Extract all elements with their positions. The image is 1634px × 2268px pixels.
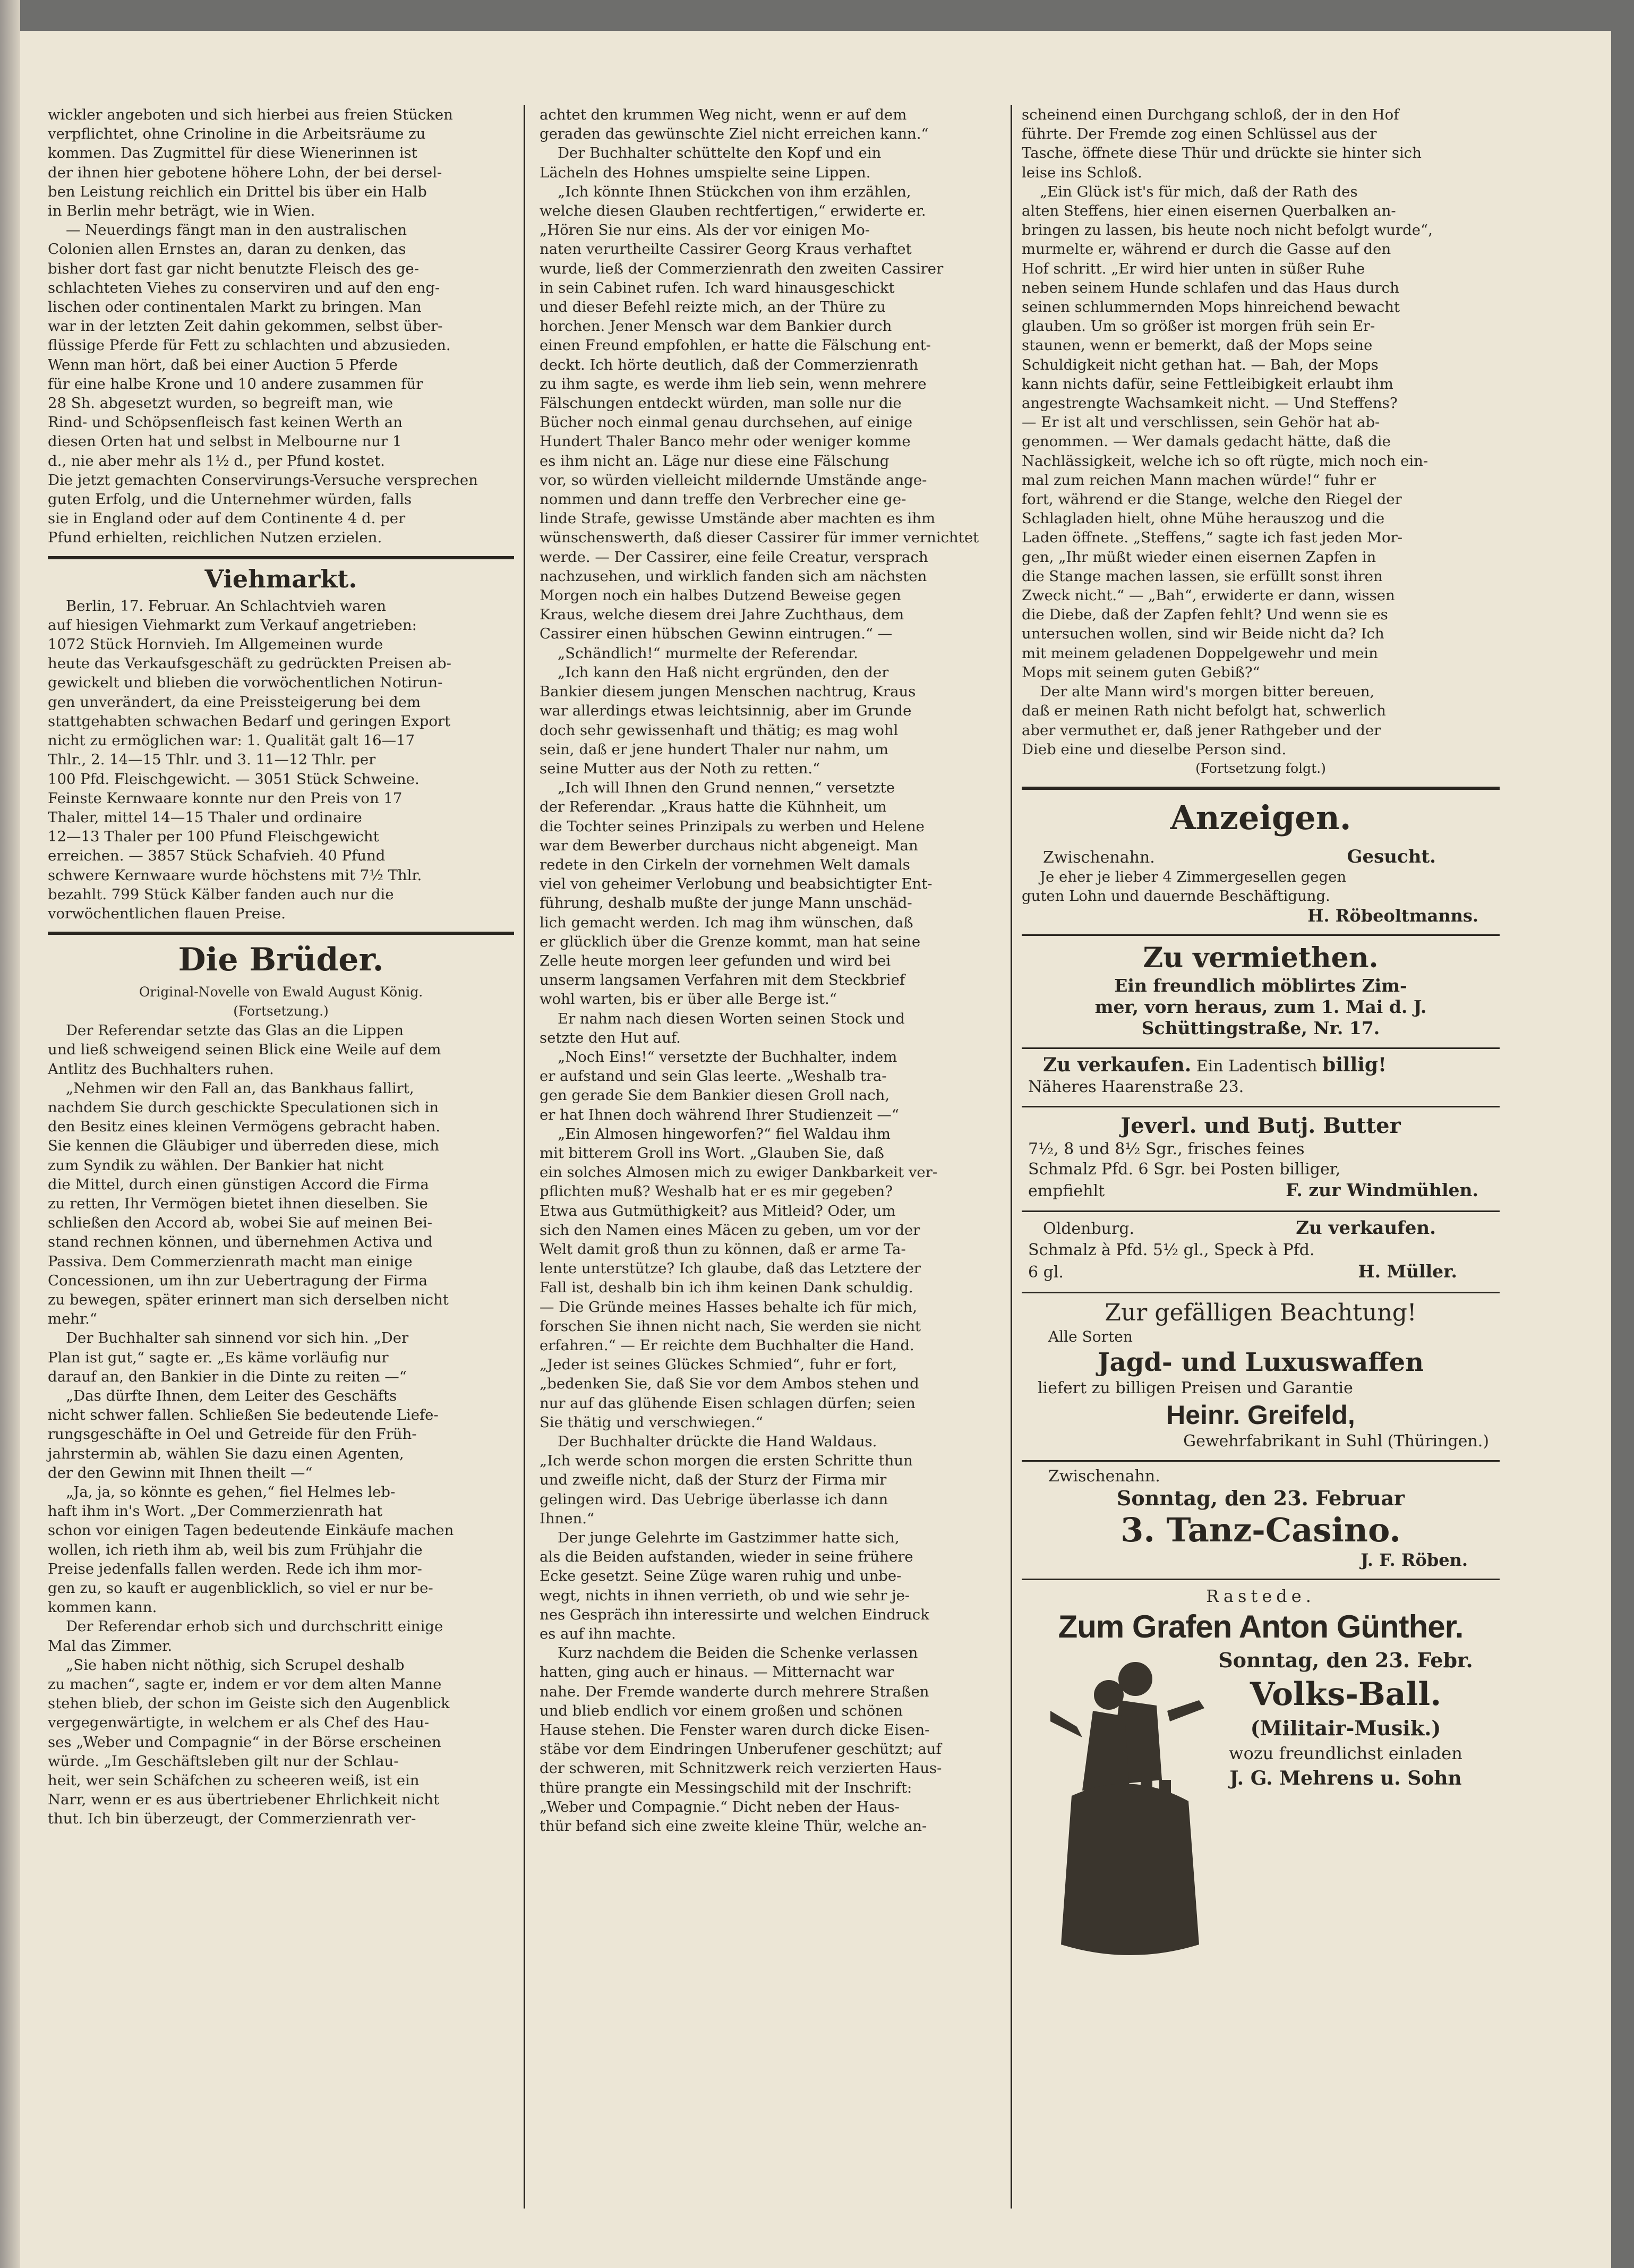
column-left bbox=[48, 105, 514, 1829]
ad-company-name: Heinr. Greifeld, bbox=[1166, 1400, 1355, 1430]
novel-paragraph: Der Buchhalter drückte die Hand Waldaus. „Ich werde schon morgen die ersten Schritte thun und zweifle nicht, daß der Sturz der Firma mir gelingen wird. Das Uebrige überlasse ich dann Ihnen.“ bbox=[540, 1433, 913, 1527]
novel-paragraph: „Das dürfte Ihnen, dem Leiter des Geschäfts nicht schwer fallen. Schließen Sie bedeutende Liefe- rungsgeschäfte in Oel und Getreide für den Früh- jahrstermin ab, wählen Sie dazu einen Agenten, der den Gewinn mit Ihnen theilt —“ bbox=[48, 1387, 439, 1481]
novel-paragraph: „Ein Almosen hingeworfen?“ fiel Waldau ihm mit bitterem Groll ins Wort. „Glauben Sie, daß ein solches Almosen mich zu ewiger Dankbarkeit ver- pflichten muß? Weshalb hat er es mir gegeben? Etwa aus Gutmüthigkeit? aus Mitleid? Oder, um sich den Namen eines Mäcen zu geben, um vor der Welt damit groß thun zu können, daß er arme Ta- lente unterstütze? Ich glaube, daß das Letztere der Fall ist, deshalb bin ich ihm keinen Dank schuldig. — Die Gründe meines Hasses behalte ich für mich, forschen Sie ihnen nicht nach, Sie werden sie nicht erfahren.“ — Er reichte dem Buchhalter die Hand. „Jeder ist seines Glückes Schmied“, fuhr er fort, „bedenken Sie, daß Sie vor dem Ambos stehen und nur auf das glühende Eisen schlagen dürfen; seien Sie thätig und verschwiegen.“ bbox=[540, 1125, 938, 1431]
ad-sale-header bbox=[1022, 1217, 1500, 1240]
ad-signature: J. G. Mehrens u. Sohn bbox=[1229, 1767, 1462, 1790]
ad-text: Alle Sorten bbox=[1048, 1328, 1133, 1346]
ad-headline: Jeverl. und Butj. Butter bbox=[1120, 1113, 1401, 1139]
ad-emphasis: billig! bbox=[1322, 1054, 1387, 1077]
column-right bbox=[1022, 105, 1500, 1945]
ad-date: Sonntag, den 23. Febr. bbox=[1218, 1648, 1473, 1673]
column-middle bbox=[540, 105, 1002, 1836]
ad-text: Je eher je lieber 4 Zimmergesellen gegen guten Lohn und dauernde Beschäftigung. bbox=[1022, 868, 1347, 905]
ad-text: empfiehlt bbox=[1028, 1182, 1105, 1201]
novel-paragraph: Er nahm nach diesen Worten seinen Stock und setzte den Hut auf. bbox=[540, 1010, 905, 1046]
novel-paragraph: „Ich könnte Ihnen Stückchen von ihm erzählen, welche diesen Glauben rechtfertigen,“ erwiderte er. „Hören Sie nur eins. Als der vor einigen Mo- naten verurtheilte Cassirer Georg Kraus verhaftet wurde, ließ der Commerzienrath den zweiten Cassirer in sein Cabinet rufen. Ich ward hinausgeschickt und dieser Befehl reizte mich, an der Thüre zu horchen. Jener Mensch war dem Bankier durch einen Freund empfohlen, er hatte die Fälschung ent- deckt. Ich hörte deutlich, daß der Commerzienrath zu ihm sagte, es werde ihm lieb sein, wenn mehrere Fälschungen entdeckt würden, man solle nur die Bücher noch einmal genau durchsehen, auf einige Hundert Thaler Banco mehr oder weniger komme es ihm nicht an. Läge nur diese eine Fälschung vor, so würden vielleicht mildernde Umstände ange- nommen und dann treffe den Verbrecher eine ge- linde Strafe, gewisse Umstände aber machten es ihm wünschenswerth, daß dieser Cassirer für immer vernichtet werde. — Der Cassirer, eine feile Creatur, versprach nachzusehen, und wirklich fanden sich am nächsten Morgen noch ein halbes Dutzend Beweise gegen Kraus, welche diesem drei Jahre Zuchthaus, dem Cassirer einen hübschen Gewinn eintrugen.“ — bbox=[540, 183, 979, 643]
novel-paragraph: Der alte Mann wird's morgen bitter bereuen, daß er meinen Rath nicht befolgt hat, schwerlich aber vermuthet er, daß jener Rathgeber und der Dieb eine und dieselbe Person sind. bbox=[1022, 683, 1386, 758]
ad-headline: Gesucht. bbox=[1347, 846, 1436, 867]
ad-text: Näheres Haarenstraße 23. bbox=[1028, 1078, 1244, 1097]
ad-divider bbox=[1022, 934, 1500, 936]
ad-place: Oldenburg. bbox=[1043, 1220, 1135, 1239]
ad-text: Gewehrfabrikant in Suhl (Thüringen.) bbox=[1183, 1432, 1489, 1451]
ad-rental-text: Ein freundlich möblirtes Zim- mer, vorn heraus, zum 1. Mai d. J. Schüttingstraße, Nr. 17. bbox=[1094, 975, 1427, 1039]
ad-divider bbox=[1022, 1292, 1500, 1293]
ad-signature: J. F. Röben. bbox=[1361, 1550, 1468, 1571]
column-divider bbox=[524, 105, 525, 2209]
ad-text: liefert zu billigen Preisen und Garantie bbox=[1038, 1379, 1353, 1398]
ad-signature: H. Müller. bbox=[1358, 1261, 1457, 1282]
ad-text: 7½, 8 und 8½ Sgr., frisches feines Schmalz Pfd. 6 Sgr. bei Posten billiger, bbox=[1028, 1140, 1341, 1179]
to-be-continued-note: (Fortsetzung folgt.) bbox=[1195, 760, 1326, 776]
ad-date: Sonntag, den 23. Februar bbox=[1116, 1486, 1405, 1511]
ad-text: 6 gl. bbox=[1028, 1263, 1064, 1282]
book-binding-edge bbox=[0, 0, 20, 2268]
ad-text: Ein Ladentisch bbox=[1196, 1057, 1318, 1076]
ad-sign-row bbox=[1022, 1261, 1500, 1283]
section-divider bbox=[1022, 787, 1500, 790]
novel-paragraph: „Nehmen wir den Fall an, das Bankhaus fallirt, nachdem Sie durch geschickte Speculationen sich in den Besitz eines kleinen Vermögens gebracht haben. Sie kennen die Gläubiger und überreden diese, mich zum Syndik zu wählen. Der Bankier hat nicht die Mittel, durch einen günstigen Accord die Firma zu retten, Ihr Vermögen bietet ihnen dieselben. Sie schließen den Accord ab, wobei Sie auf meinen Bei- stand rechnen können, und übernehmen Activa und Passiva. Dem Commerzienrath macht man einige Concessionen, um ihn zur Uebertragung der Firma zu bewegen, später erinnert man sich derselben nicht mehr.“ bbox=[48, 1079, 449, 1328]
ad-text: wozu freundlichst einladen bbox=[1229, 1743, 1462, 1764]
ad-divider bbox=[1022, 1047, 1500, 1049]
ad-employment bbox=[1022, 846, 1500, 867]
novel-paragraph: Kurz nachdem die Beiden die Schenke verlassen hatten, ging auch er hinaus. — Mitternacht war nahe. Der Fremde wanderte durch mehrere Straßen und blieb endlich vor einem großen und schönen Hause stehen. Die Fenster waren durch dicke Eisen- stäbe vor dem Eindringen Unberufener geschützt; auf der schweren, mit Schnitzwerk reich verzierten Haus- thüre prangte ein Messingschild mit der Inschrift: „Weber und Compagnie.“ Dicht neben der Haus- thür befand sich eine zweite kleine Thür, welche an- bbox=[540, 1644, 942, 1835]
viehmarkt-heading: Viehmarkt. bbox=[204, 564, 357, 593]
newspaper-page bbox=[20, 31, 1611, 2268]
section-divider bbox=[48, 556, 514, 559]
novel-paragraph: „Ich will Ihnen den Grund nennen,“ versetzte der Referendar. „Kraus hatte die Kühnheit, um die Tochter seines Prinzipals zu werben und Helene war dem Bewerber durchaus nicht abgeneigt. Man redete in den Cirkeln der vornehmen Welt damals viel von geheimer Verlobung und beabsichtigter Ent- führung, deshalb mußte der junge Mann unschäd- lich gemacht werden. Ich mag ihm wünschen, daß er glücklich über die Grenze kommt, man hat seine Zelle heute morgen leer gefunden und wird bei unserm langsamen Verfahren mit dem Steckbrief wohl warten, bis er über alle Berge ist.“ bbox=[540, 779, 933, 1008]
ad-title: Jagd- und Luxuswaffen bbox=[1097, 1348, 1424, 1378]
ad-place: Zwischenahn. bbox=[1043, 848, 1155, 867]
novel-paragraph: „Ein Glück ist's für mich, daß der Rath des alten Steffens, hier einen eisernen Querbalken an- bringen zu lassen, bis heute noch nicht befolgt wurde“, murmelte er, während er durch die Gasse auf den Hof schritt. „Er wird hier unten in süßer Ruhe neben seinem Hunde schlafen und das Haus durch seinen schlummernden Mops hinreichend bewacht glauben. Um so größer ist morgen früh sein Er- staunen, wenn er bemerkt, daß der Mops seine Schuldigkeit nicht gethan hat. — Bah, der Mops kann nichts dafür, seine Fettleibigkeit erlaubt ihm angestrengte Wachsamkeit nicht. — Und Steffens? — Er ist alt und verschlissen, sein Gehör hat ab- genommen. — Wer damals gedacht hätte, daß die Nachlässigkeit, welche ich so oft rügte, mich noch ein- mal zum reichen Mann machen würde!“ fuhr er fort, während er die Stange, welche den Riegel der Schlagladen hielt, ohne Mühe herauszog und die Laden öffnete. „Steffens,“ sagte ich fast jeden Mor- gen, „Ihr müßt wieder einen eisernen Zapfen in die Stange machen lassen, sie erfüllt sonst ihren Zweck nicht.“ — „Bah“, erwiderte er dann, wissen die Diebe, daß der Zapfen fehlt? Und wenn sie es untersuchen wollen, sind wir Beide nicht da? Ich mit meinem geladenen Doppelgewehr und mein Mops mit seinem guten Gebiß?“ bbox=[1022, 183, 1433, 681]
dance-ad-text bbox=[1197, 1647, 1494, 1792]
ad-place: Rastede. bbox=[1206, 1586, 1315, 1607]
ad-signature: H. Röbeoltmanns. bbox=[1307, 906, 1478, 926]
column-divider bbox=[1011, 105, 1012, 2209]
article-paragraph: — Neuerdings fängt man in den australischen Colonien allen Ernstes an, daran zu denken, das bisher dort fast gar nicht benutzte Fleisch des ge- schlachteten Viehes zu conserviren und auf den eng- lischen oder continentalen Markt zu bringen. Man war in der letzten Zeit dahin gekommen, selbst über- flüssige Pferde für Fett zu schlachten und abzusieden. Wenn man hört, daß bei einer Auction 5 Pferde für eine halbe Krone und 10 andere zusammen für 28 Sh. abgesetzt wurden, so begreift man, wie Rind- und Schöpsenfleisch fast keinen Werth an diesen Orten hat und selbst in Melbourne nur 1 d., nie aber mehr als 1½ d., per Pfund kostet. Die jetzt gemachten Conservirungs-Versuche versprechen guten Erfolg, und die Unternehmer würden, falls sie in England oder auf dem Continente 4 d. per Pfund erhielten, reichlichen Nutzen erzielen. bbox=[48, 221, 478, 547]
ad-divider bbox=[1022, 1579, 1500, 1580]
novel-paragraph: Der Buchhalter schüttelte den Kopf und ein Lächeln des Hohnes umspielte seine Lippen. bbox=[540, 144, 882, 181]
novel-paragraph: Der Buchhalter sah sinnend vor sich hin. „Der Plan ist gut,“ sagte er. „Es käme vorläufig nur darauf an, den Bankier in die Dinte zu reiten —“ bbox=[48, 1329, 409, 1385]
ad-headline: Zu vermiethen. bbox=[1143, 942, 1379, 975]
novel-byline: Original-Novelle von Ewald August König. bbox=[139, 984, 423, 1000]
ads-heading: Anzeigen. bbox=[1170, 798, 1351, 837]
ad-divider bbox=[1022, 1460, 1500, 1462]
novel-paragraph: „Noch Eins!“ versetzte der Buchhalter, indem er aufstand und sein Glas leerte. „Weshalb tra- gen gerade Sie dem Bankier diesen Groll nach, er hat Ihnen doch während Ihrer Studienzeit —“ bbox=[540, 1048, 899, 1123]
ad-headline: Zur gefälligen Beachtung! bbox=[1105, 1299, 1417, 1327]
novel-paragraph: „Ja, ja, so könnte es gehen,“ fiel Helmes leb- haft ihm in's Wort. „Der Commerzienrath hat schon vor einigen Tagen bedeutende Einkäufe machen wollen, ich rieth ihm ab, weil bis zum Frühjahr die Preise jedenfalls fallen werden. Rede ich ihm mor- gen zu, so kauft er augenblicklich, so viel er nur be- kommen kann. bbox=[48, 1483, 454, 1616]
novel-paragraph: Der Referendar erhob sich und durchschritt einige Mal das Zimmer. bbox=[48, 1618, 443, 1655]
ad-sign-row bbox=[1022, 1180, 1500, 1202]
novel-paragraph: Der Referendar setzte das Glas an die Lippen und ließ schweigend seinen Blick eine Weile auf dem Antlitz des Buchhalters ruhen. bbox=[48, 1022, 441, 1078]
section-divider bbox=[48, 932, 514, 935]
ad-headline: Zu verkaufen. bbox=[1043, 1054, 1192, 1077]
ad-title: Zum Grafen Anton Günther. bbox=[1058, 1609, 1464, 1645]
ad-divider bbox=[1022, 1210, 1500, 1212]
ad-sale bbox=[1022, 1054, 1500, 1077]
ad-event: Volks-Ball. bbox=[1250, 1676, 1442, 1713]
ad-place: Zwischenahn. bbox=[1048, 1467, 1160, 1486]
novel-paragraph: „Schändlich!“ murmelte der Referendar. bbox=[558, 644, 858, 662]
novel-title: Die Brüder. bbox=[178, 941, 384, 979]
novel-paragraph: achtet den krummen Weg nicht, wenn er auf dem geraden das gewünschte Ziel nicht erreichen kann.“ bbox=[540, 106, 929, 143]
article-paragraph: wickler angeboten und sich hierbei aus freien Stücken verpflichtet, ohne Crinoline in die Arbeitsräume zu kommen. Das Zugmittel für diese Wienerinnen ist der ihnen hier gebotene höhere Lohn, der bei dersel- ben Leistung reichlich ein Drittel bis über ein Halb in Berlin mehr beträgt, wie in Wien. bbox=[48, 106, 453, 220]
ad-signature: F. zur Windmühlen. bbox=[1286, 1180, 1478, 1201]
ad-title: 3. Tanz-Casino. bbox=[1120, 1511, 1401, 1550]
novel-paragraph: „Sie haben nicht nöthig, sich Scrupel deshalb zu machen“, sagte er, indem er vor dem alten Manne stehen blieb, der schon im Geiste sich den Augenblick vergegenwärtigte, in welchem er als Chef des Hau- ses „Weber und Compagnie“ in der Börse erscheinen würde. „Im Geschäftsleben gilt nur der Schlau- heit, wer sein Schäfchen zu scheeren weiß, ist ein Narr, wenn er es aus übertriebener Ehrlichkeit nicht thut. Ich bin überzeugt, der Commerzienrath ver- bbox=[48, 1656, 450, 1828]
viehmarkt-report: Berlin, 17. Februar. An Schlachtvieh waren auf hiesigen Viehmarkt zum Verkauf angetrieben: 1072 Stück Hornvieh. Im Allgemeinen wurde heute das Verkaufsgeschäft zu gedrückten Preisen ab- gewickelt und blieben die vorwöchentlichen Notirun- gen unverändert, da eine Preissteigerung bei dem stattgehabten schwachen Bedarf und geringen Export nicht zu ermöglichen war: 1. Qualität galt 16—17 Thlr., 2. 14—15 Thlr. und 3. 11—12 Thlr. per 100 Pfd. Fleischgewicht. — 3051 Stück Schweine. Feinste Kernwaare konnte nur den Preis von 17 Thaler, mittel 14—15 Thaler und ordinaire 12—13 Thaler per 100 Pfund Fleischgewicht erreichen. — 3857 Stück Schafvieh. 40 Pfund schwere Kernwaare wurde höchstens mit 7½ Thlr. bezahlt. 799 Stück Kälber fanden auch nur die vorwöchentlichen flauen Preise. bbox=[48, 597, 451, 922]
ad-headline: Zu verkaufen. bbox=[1296, 1217, 1436, 1239]
novel-paragraph: scheinend einen Durchgang schloß, der in den Hof führte. Der Fremde zog einen Schlüssel aus der Tasche, öffnete diese Thür und drückte sie hinter sich leise ins Schloß. bbox=[1022, 106, 1422, 181]
dance-ad-body bbox=[1022, 1647, 1500, 1945]
dancing-couple-illustration bbox=[1029, 1647, 1220, 1976]
ad-divider bbox=[1022, 1106, 1500, 1107]
novel-paragraph: „Ich kann den Haß nicht ergründen, den der Bankier diesem jungen Menschen nachtrug, Kraus war allerdings etwas leichtsinnig, aber im Grunde doch sehr gewissenhaft und thätig; es mag wohl sein, daß er jene hundert Thaler nur nahm, um seine Mutter aus der Noth zu retten.“ bbox=[540, 663, 916, 777]
novel-paragraph: Der junge Gelehrte im Gastzimmer hatte sich, als die Beiden aufstanden, wieder in seine frühere Ecke gesetzt. Seine Züge waren ruhig und unbe- wegt, nichts in ihnen verrieth, ob und wie sehr je- nes Gespräch ihn interessirte und welchen Eindruck es auf ihn machte. bbox=[540, 1529, 929, 1643]
ad-text: Schmalz à Pfd. 5½ gl., Speck à Pfd. bbox=[1028, 1241, 1315, 1260]
novel-continuation-note: (Fortsetzung.) bbox=[233, 1003, 329, 1019]
ad-music: (Militair-Musik.) bbox=[1250, 1716, 1441, 1741]
